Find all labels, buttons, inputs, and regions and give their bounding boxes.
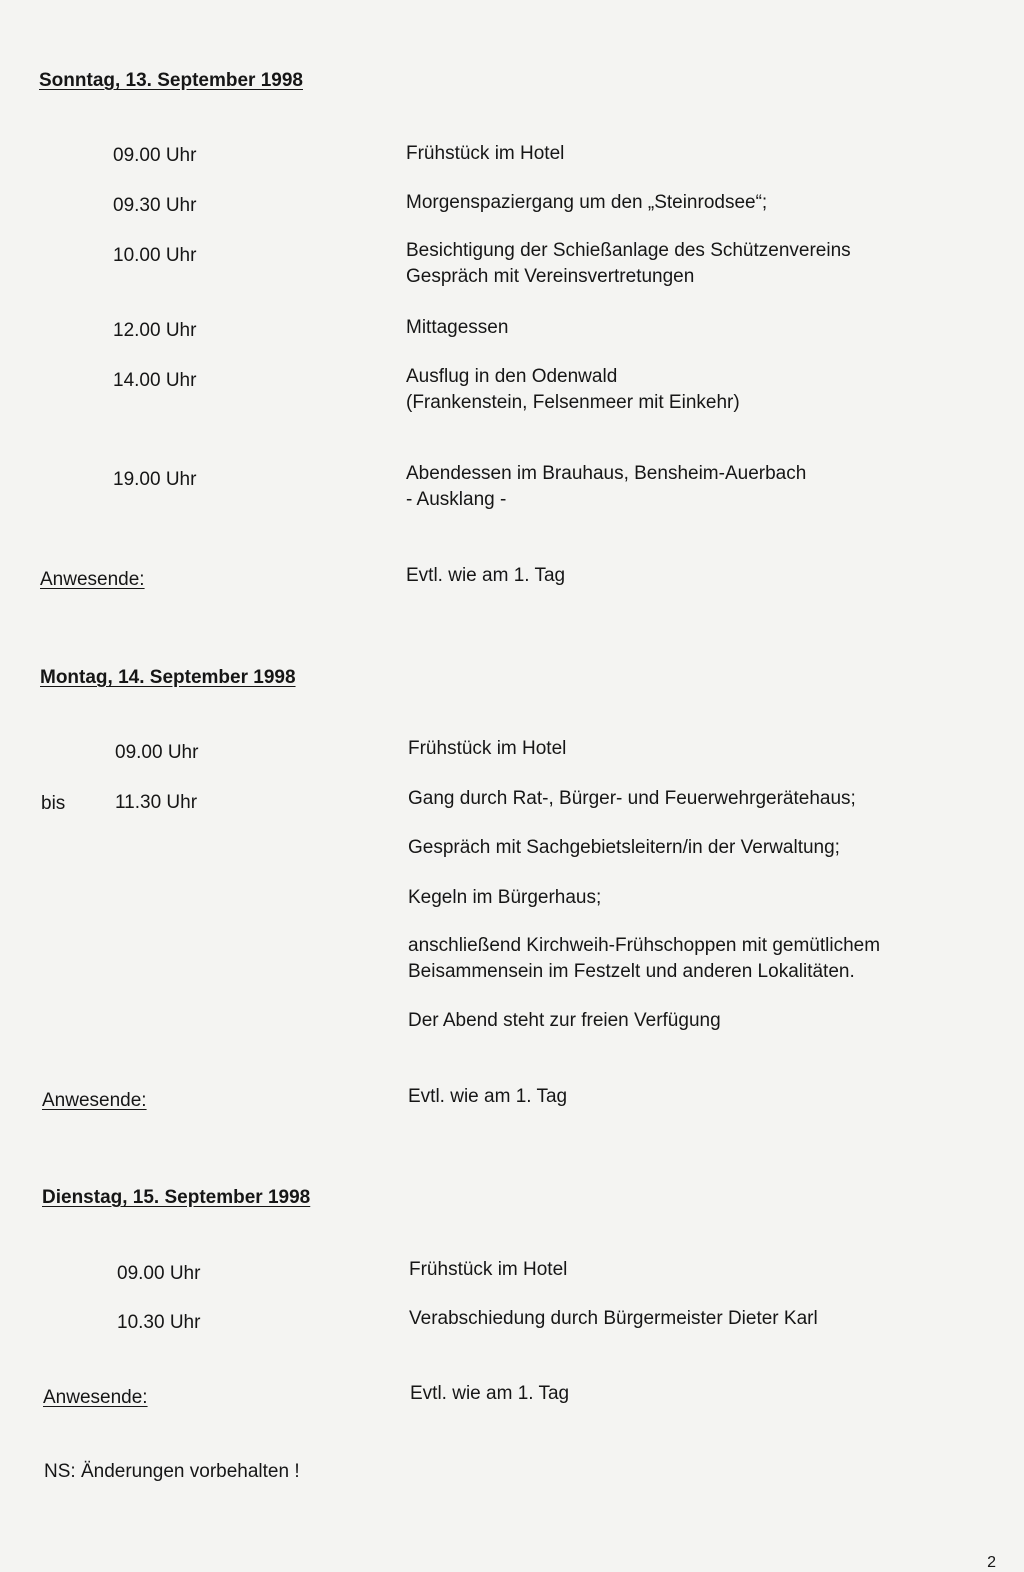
entry-description (406, 364, 740, 416)
entry-prefix: bis (41, 793, 66, 814)
entry-line: Abendessen im Brauhaus, Bensheim-Auerbach (406, 463, 807, 484)
entry-description (409, 1306, 818, 1332)
entry-line: Besichtigung der Schießanlage des Schützenvereins (406, 240, 851, 261)
entry-time: 19.00 Uhr (113, 469, 197, 490)
entry-time: 12.00 Uhr (113, 320, 197, 341)
entry-line: Der Abend steht zur freien Verfügung (408, 1010, 721, 1031)
footnote: NS: Änderungen vorbehalten ! (44, 1461, 300, 1482)
attendees-label: Anwesende: (43, 1387, 148, 1408)
entry-description (408, 736, 566, 762)
entry-description (408, 885, 601, 911)
entry-line: Kegeln im Bürgerhaus; (408, 887, 602, 908)
entry-line: Gespräch mit Sachgebietsleitern/in der Verwaltung; (408, 837, 840, 858)
entry-time: 14.00 Uhr (113, 370, 197, 391)
entry-time: 10.30 Uhr (117, 1312, 201, 1333)
attendees-value: Evtl. wie am 1. Tag (408, 1086, 568, 1107)
entry-description (406, 315, 508, 341)
entry-time: 09.30 Uhr (113, 195, 197, 216)
entry-line: Morgenspaziergang um den „Steinrodsee“; (406, 192, 768, 213)
attendees-value: Evtl. wie am 1. Tag (406, 565, 566, 586)
entry-line: Ausflug in den Odenwald (406, 366, 618, 387)
day-heading: Sonntag, 13. September 1998 (39, 70, 303, 91)
entry-description (406, 238, 851, 290)
entry-line: Gang durch Rat-, Bürger- und Feuerwehrgerätehaus; (408, 788, 856, 809)
entry-description (408, 933, 880, 985)
entry-line: Mittagessen (406, 317, 509, 338)
entry-time: 09.00 Uhr (115, 742, 199, 763)
entry-description (406, 141, 564, 167)
entry-line: anschließend Kirchweih-Frühschoppen mit gemütlichem (408, 935, 881, 956)
entry-line: Gespräch mit Vereinsvertretungen (406, 266, 695, 287)
entry-time: 09.00 Uhr (113, 145, 197, 166)
day-heading: Montag, 14. September 1998 (40, 667, 296, 688)
entry-description (409, 1257, 567, 1283)
entry-time: 10.00 Uhr (113, 245, 197, 266)
entry-line: (Frankenstein, Felsenmeer mit Einkehr) (406, 392, 740, 413)
day-heading: Dienstag, 15. September 1998 (42, 1187, 311, 1208)
entry-description (408, 1008, 721, 1034)
entry-line: Frühstück im Hotel (408, 738, 567, 759)
page-number: 2 (987, 1554, 996, 1571)
entry-line: Frühstück im Hotel (406, 143, 565, 164)
entry-description (408, 835, 840, 861)
entry-description (408, 786, 856, 812)
entry-time: 11.30 Uhr (115, 792, 198, 813)
entry-description (406, 461, 806, 513)
entry-time: 09.00 Uhr (117, 1263, 201, 1284)
attendees-value: Evtl. wie am 1. Tag (410, 1383, 570, 1404)
entry-line: Frühstück im Hotel (409, 1259, 568, 1280)
entry-description (406, 190, 767, 216)
entry-line: Beisammensein im Festzelt und anderen Lokalitäten. (408, 961, 855, 982)
entry-line: - Ausklang - (406, 489, 507, 510)
attendees-label: Anwesende: (40, 569, 145, 590)
attendees-label: Anwesende: (42, 1090, 147, 1111)
entry-line: Verabschiedung durch Bürgermeister Dieter Karl (409, 1308, 818, 1329)
